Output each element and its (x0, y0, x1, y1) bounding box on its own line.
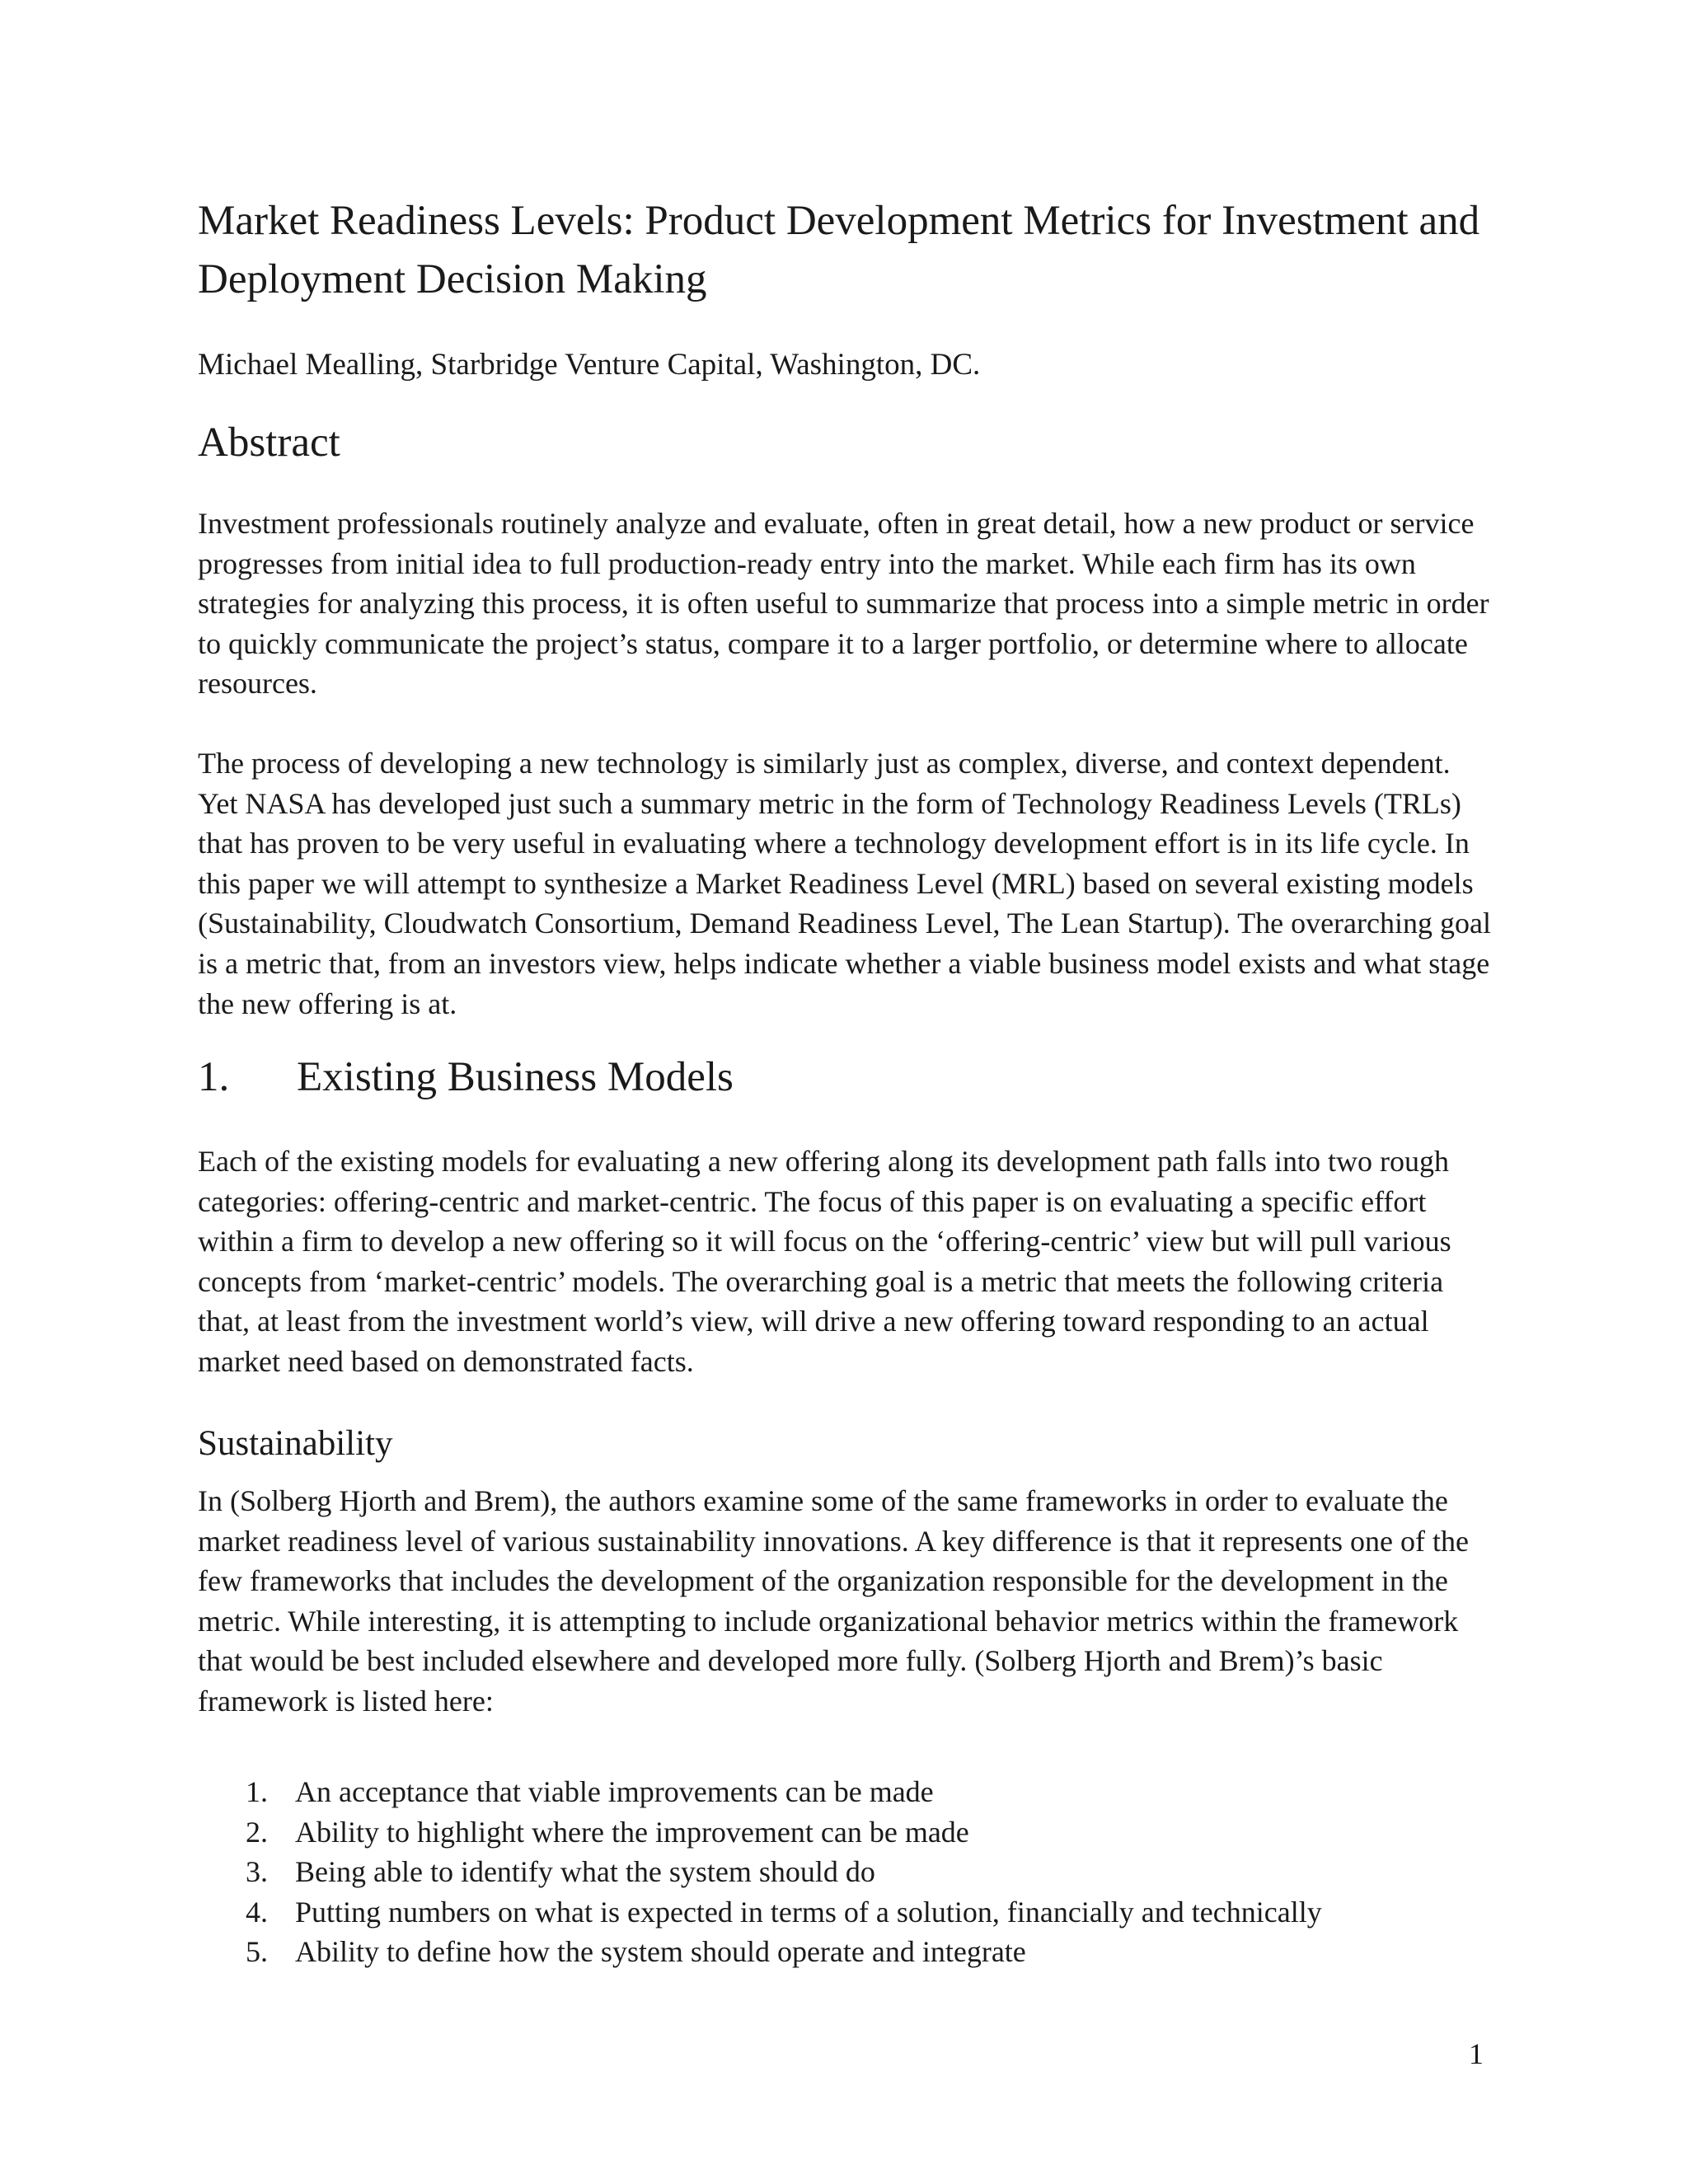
list-item (198, 1772, 1496, 1812)
list-item-number: 1. (246, 1775, 268, 1808)
section-1-heading (198, 1051, 1484, 1104)
list-item-number: 2. (246, 1815, 268, 1849)
page-number: 1 (1469, 2037, 1484, 2070)
list-item-text: Ability to highlight where the improvement can be made (295, 1815, 969, 1849)
list-item (198, 1852, 1496, 1892)
framework-list (198, 1772, 1496, 1972)
section-1-paragraph: Each of the existing models for evaluating a new offering along its development path falls into two rough categories: offering-centric and market-centric. The focus of this paper is on evaluating a specific effort within a firm to develop a new offering so it will focus on the ‘offering-centric’ view but will pull various concepts from ‘market-centric’ models. The overarching goal is a metric that meets the following criteria that, at least from the investment world’s view, will drive a new offering toward responding to an actual market need based on demonstrated facts. (198, 1145, 1451, 1378)
list-item-text: An acceptance that viable improvements can be made (295, 1775, 934, 1808)
abstract-heading: Abstract (198, 419, 340, 466)
abstract-paragraph-1: Investment professionals routinely analyze and evaluate, often in great detail, how a new product or service progresses from initial idea to full production-ready entry into the market. While each firm has its own strategies for analyzing this process, it is often useful to summarize that process into a simple metric in order to quickly communicate the project’s status, compare it to a larger portfolio, or determine where to allocate resources. (198, 507, 1489, 701)
author-line: Michael Mealling, Starbridge Venture Capital, Washington, DC. (198, 348, 981, 382)
paper-title: Market Readiness Levels: Product Development Metrics for Investment and Deployment Decision Making (198, 198, 1480, 302)
list-item (198, 1932, 1496, 1972)
list-item (198, 1812, 1496, 1853)
list-item-text: Being able to identify what the system should do (295, 1855, 875, 1889)
section-title: Existing Business Models (297, 1054, 734, 1100)
list-item-number: 4. (246, 1895, 268, 1929)
abstract-paragraph-2: The process of developing a new technology is similarly just as complex, diverse, and context dependent. Yet NASA has developed just such a summary metric in the form of Technology Readiness Levels (TRLs) that has proven to be very useful in evaluating where a technology development effort is in its life cycle. In this paper we will attempt to synthesize a Market Readiness Level (MRL) based on several existing models (Sustainability, Cloudwatch Consortium, Demand Readiness Level, The Lean Startup). The overarching goal is a metric that, from an investors view, helps indicate whether a viable business model exists and what stage the new offering is at. (198, 747, 1491, 1020)
list-item-number: 5. (246, 1935, 268, 1969)
list-item-number: 3. (246, 1855, 268, 1889)
list-item-text: Ability to define how the system should operate and integrate (295, 1935, 1026, 1969)
list-item-text: Putting numbers on what is expected in terms of a solution, financially and technically (295, 1895, 1322, 1929)
sustainability-paragraph: In (Solberg Hjorth and Brem), the authors examine some of the same frameworks in order to evaluate the market readiness level of various sustainability innovations. A key difference is that it represents one of the few frameworks that includes the development of the organization responsible for the development in the metric. While interesting, it is attempting to include organizational behavior metrics within the framework that would be best included elsewhere and developed more fully. (Solberg Hjorth and Brem)’s basic framework is listed here: (198, 1484, 1469, 1718)
list-item (198, 1892, 1496, 1933)
sustainability-heading: Sustainability (198, 1424, 393, 1463)
section-number: 1. (198, 1054, 230, 1100)
